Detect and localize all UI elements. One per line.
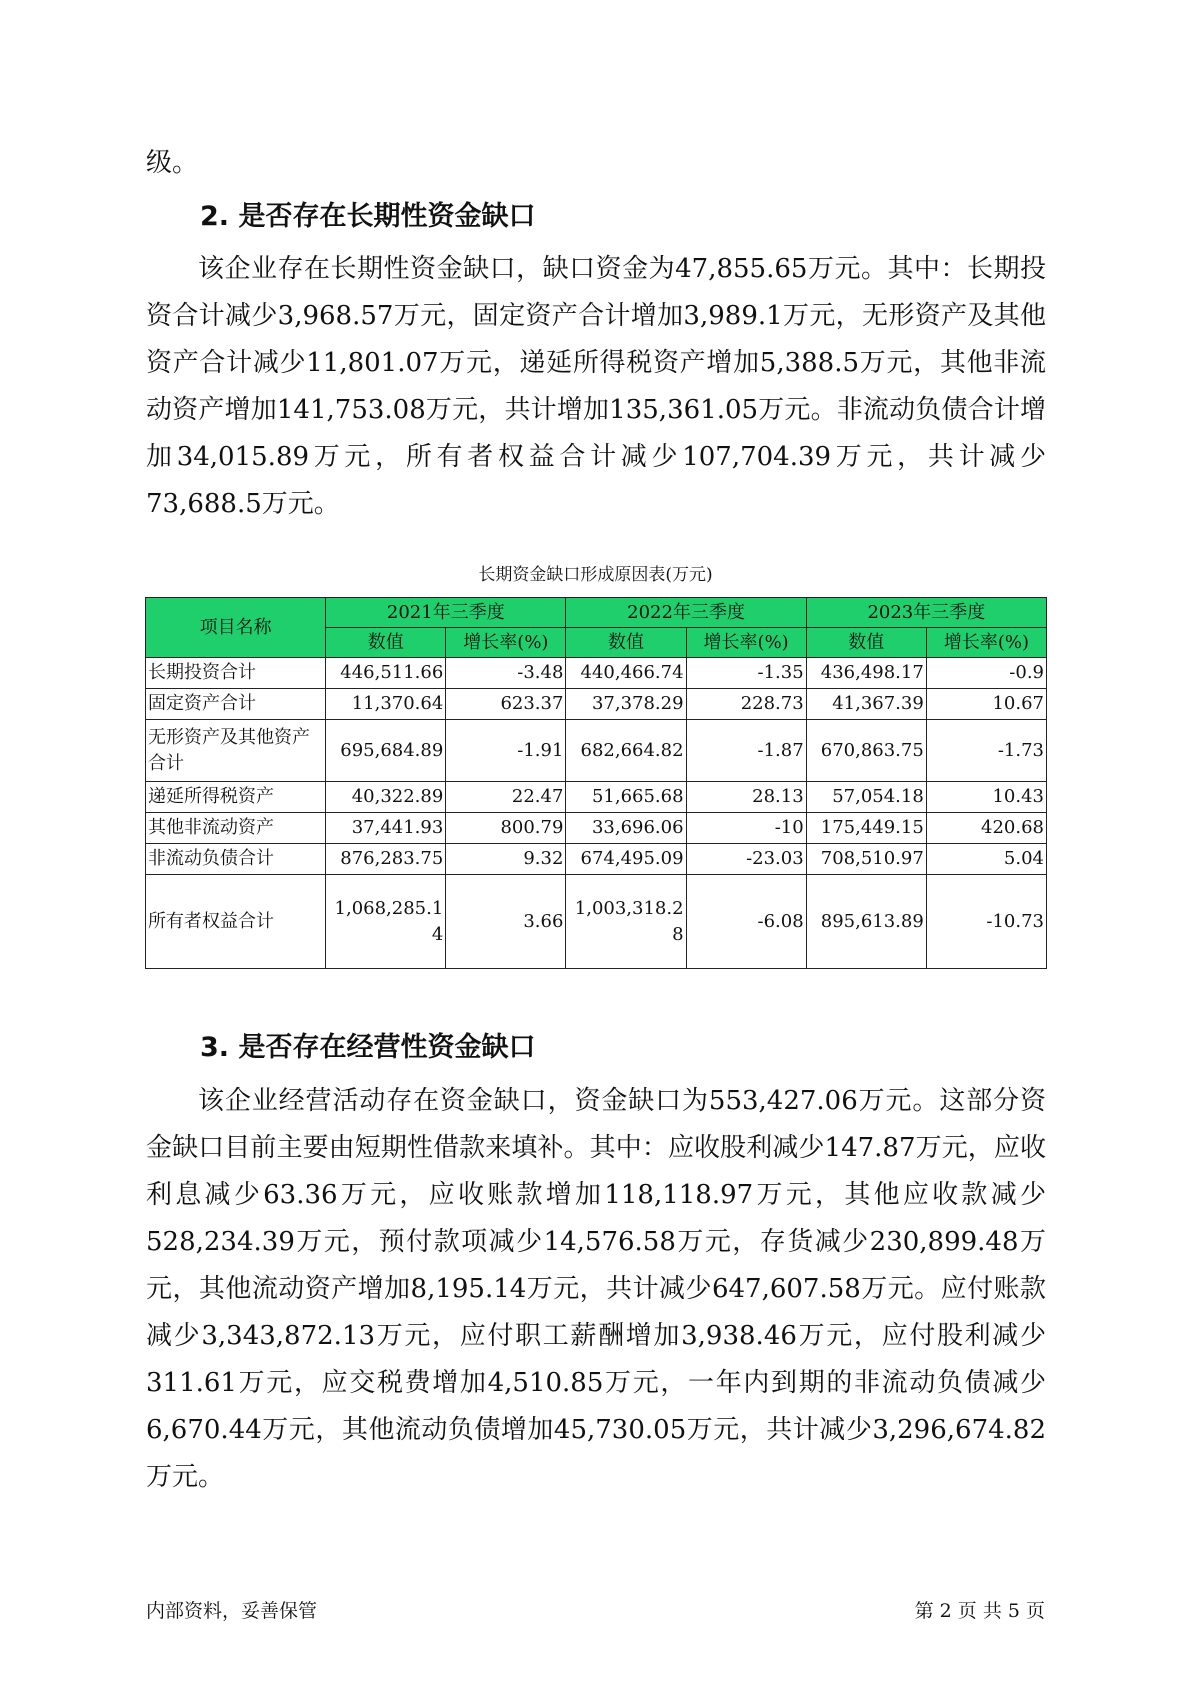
item-name-header: 项目名称 (146, 598, 326, 658)
table-row (146, 875, 1047, 969)
cell-growth: -1.73 (926, 720, 1046, 782)
cell-value: 446,511.66 (326, 658, 446, 689)
cell-growth: 5.04 (926, 844, 1046, 875)
cell-growth: -23.03 (686, 844, 806, 875)
table-caption: 长期资金缺口形成原因表(万元) (478, 565, 713, 585)
growth-header: 增长率(%) (446, 628, 566, 658)
cell-value: 670,863.75 (806, 720, 926, 782)
cell-growth: -1.35 (686, 658, 806, 689)
section3-paragraph: 该企业经营活动存在资金缺口，资金缺口为553,427.06万元。这部分资金缺口目前主要由短期性借款来填补。其中：应收股利减少147.87万元，应收利息减少63.36万元，应收账款增加118,118.97万元，其他应收款减少528,234.39万元，预付款项减少14,576.58万元，存货减少230,899.48万元，其他流动资产增加8,195.14万元，共计减少647,607.58万元。应付账款减少3,343,872.13万元，应付职工薪酬增加3,938.46万元，应付股利减少311.61万元，应交税费增加4,510.85万元，一年内到期的非流动负债减少6,670.44万元，其他流动负债增加45,730.05万元，共计减少3,296,674.82万元。 (146, 1086, 1046, 1492)
cell-value: 57,054.18 (806, 782, 926, 813)
cell-value: 1,068,285.14 (326, 875, 446, 969)
cell-value: 41,367.39 (806, 689, 926, 720)
section2-heading: 2. 是否存在长期性资金缺口 (200, 201, 536, 232)
cell-growth: 623.37 (446, 689, 566, 720)
period-header-2022: 2022年三季度 (566, 598, 806, 628)
row-label: 长期投资合计 (146, 658, 326, 689)
cell-value: 1,003,318.28 (566, 875, 686, 969)
table-row (146, 813, 1047, 844)
cell-growth: 228.73 (686, 689, 806, 720)
cell-growth: -10 (686, 813, 806, 844)
cell-value: 11,370.64 (326, 689, 446, 720)
value-header: 数值 (806, 628, 926, 658)
cell-value: 175,449.15 (806, 813, 926, 844)
cell-growth: -1.87 (686, 720, 806, 782)
cell-value: 876,283.75 (326, 844, 446, 875)
cell-growth: 28.13 (686, 782, 806, 813)
table-row (146, 658, 1047, 689)
cell-value: 436,498.17 (806, 658, 926, 689)
section3-heading: 3. 是否存在经营性资金缺口 (200, 1032, 536, 1063)
cell-value: 708,510.97 (806, 844, 926, 875)
growth-header: 增长率(%) (926, 628, 1046, 658)
period-header-2023: 2023年三季度 (806, 598, 1046, 628)
cell-value: 40,322.89 (326, 782, 446, 813)
cell-growth: 3.66 (446, 875, 566, 969)
cell-growth: 800.79 (446, 813, 566, 844)
section2-paragraph: 该企业存在长期性资金缺口，缺口资金为47,855.65万元。其中：长期投资合计减少3,968.57万元，固定资产合计增加3,989.1万元，无形资产及其他资产合计减少11,801.07万元，递延所得税资产增加5,388.5万元，其他非流动资产增加141,753.08万元，共计增加135,361.05万元。非流动负债合计增加34,015.89万元，所有者权益合计减少107,704.39万元，共计减少73,688.5万元。 (146, 254, 1046, 519)
intro-fragment: 级。 (146, 148, 199, 178)
table-row (146, 720, 1047, 782)
cell-growth: -10.73 (926, 875, 1046, 969)
period-header-2021: 2021年三季度 (326, 598, 566, 628)
cell-value: 682,664.82 (566, 720, 686, 782)
row-label: 固定资产合计 (146, 689, 326, 720)
value-header: 数值 (566, 628, 686, 658)
cell-value: 695,684.89 (326, 720, 446, 782)
cell-value: 440,466.74 (566, 658, 686, 689)
table-header-row (146, 598, 1047, 628)
cell-growth: -1.91 (446, 720, 566, 782)
row-label: 非流动负债合计 (146, 844, 326, 875)
footer-confidential-note: 内部资料，妥善保管 (146, 1600, 318, 1622)
cell-value: 895,613.89 (806, 875, 926, 969)
row-label: 递延所得税资产 (146, 782, 326, 813)
row-label: 无形资产及其他资产合计 (146, 720, 326, 782)
cell-value: 674,495.09 (566, 844, 686, 875)
growth-header: 增长率(%) (686, 628, 806, 658)
cell-value: 37,441.93 (326, 813, 446, 844)
row-label: 所有者权益合计 (146, 875, 326, 969)
table-row (146, 689, 1047, 720)
cell-growth: -6.08 (686, 875, 806, 969)
cell-growth: 22.47 (446, 782, 566, 813)
cell-growth: -3.48 (446, 658, 566, 689)
cell-growth: 10.67 (926, 689, 1046, 720)
cell-value: 37,378.29 (566, 689, 686, 720)
cell-growth: 10.43 (926, 782, 1046, 813)
footer-page-number: 第 2 页 共 5 页 (914, 1600, 1045, 1622)
row-label: 其他非流动资产 (146, 813, 326, 844)
long-term-gap-table (145, 597, 1047, 969)
value-header: 数值 (326, 628, 446, 658)
cell-growth: -0.9 (926, 658, 1046, 689)
cell-value: 51,665.68 (566, 782, 686, 813)
table-row (146, 844, 1047, 875)
table-row (146, 782, 1047, 813)
cell-value: 33,696.06 (566, 813, 686, 844)
cell-growth: 420.68 (926, 813, 1046, 844)
cell-growth: 9.32 (446, 844, 566, 875)
